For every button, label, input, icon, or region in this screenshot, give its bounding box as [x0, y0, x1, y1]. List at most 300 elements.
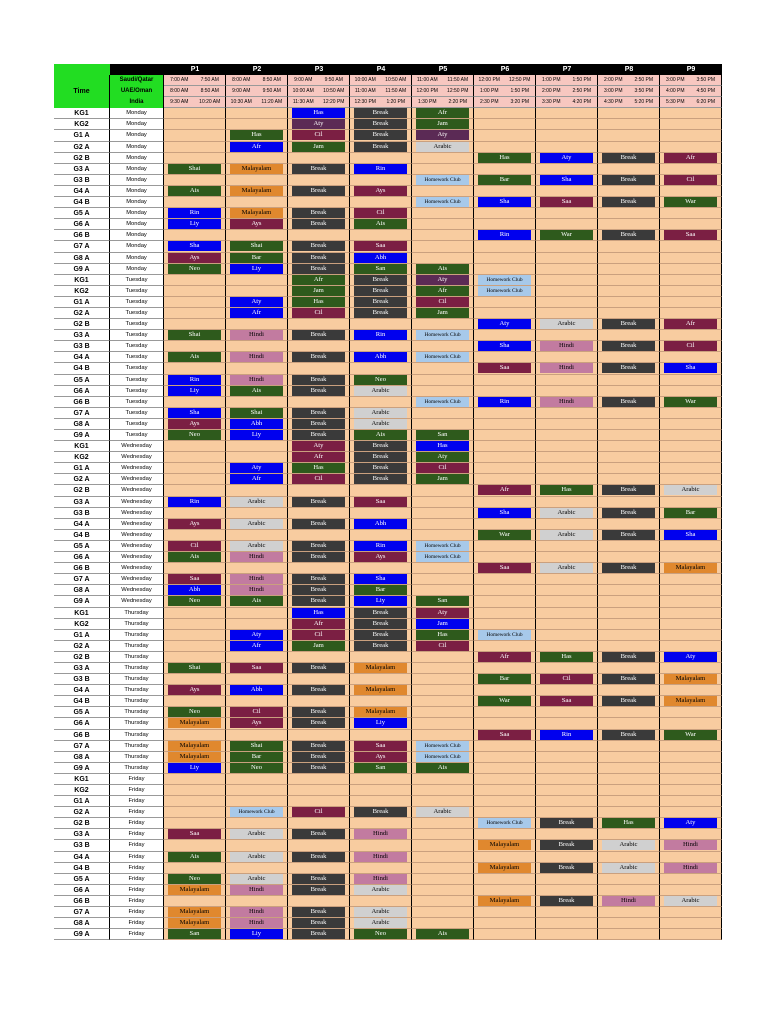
period-slot: [598, 230, 660, 241]
subject-label: Ays: [354, 186, 407, 196]
period-slot: [350, 852, 412, 863]
period-slot: [164, 485, 226, 496]
period-slot: [226, 241, 288, 252]
period-slot: [474, 253, 536, 264]
class-name: KG1: [54, 275, 110, 286]
period-slot: [350, 918, 412, 929]
subject-label: Break: [292, 219, 345, 229]
subject-label: Afr: [230, 308, 283, 318]
period-slot: [288, 840, 350, 851]
period-slot: [164, 341, 226, 352]
period-slot: [288, 630, 350, 641]
subject-label: Saa: [354, 741, 407, 751]
period-slot: [288, 508, 350, 519]
period-slot: [164, 818, 226, 829]
period-slot: [536, 696, 598, 707]
period-slot: [350, 530, 412, 541]
subject-label: Cil: [292, 630, 345, 640]
period-slot: [226, 508, 288, 519]
corner-header: [54, 64, 110, 75]
subject-label: Bar: [478, 674, 531, 684]
period-slot: [660, 164, 722, 175]
period-slot: [474, 774, 536, 785]
period-slot: [412, 208, 474, 219]
period-slot: [412, 574, 474, 585]
subject-label: Break: [292, 707, 345, 717]
period-slot: [164, 130, 226, 141]
period-slot: [350, 219, 412, 230]
period-slot: [536, 796, 598, 807]
period-slot: [536, 741, 598, 752]
class-name: G2 A: [54, 474, 110, 485]
period-slot: [598, 164, 660, 175]
period-header: P1: [164, 64, 226, 75]
subject-label: Arabic: [664, 485, 717, 495]
period-slot: [660, 430, 722, 441]
period-slot: [474, 308, 536, 319]
day-name: Monday: [110, 130, 164, 141]
period-slot: [474, 663, 536, 674]
period-slot: [660, 497, 722, 508]
subject-label: Cil: [664, 175, 717, 185]
subject-label: Ais: [416, 763, 469, 773]
period-slot: [226, 264, 288, 275]
period-slot: [660, 619, 722, 630]
day-name: Friday: [110, 785, 164, 796]
subject-label: Aty: [230, 630, 283, 640]
subject-label: San: [416, 596, 469, 606]
period-slot: [474, 286, 536, 297]
subject-label: Malayalam: [168, 918, 221, 928]
period-slot: [288, 707, 350, 718]
period-slot: [412, 530, 474, 541]
period-slot: [536, 297, 598, 308]
subject-label: Hindi: [540, 397, 593, 407]
subject-label: Arabic: [230, 497, 283, 507]
period-slot: [660, 530, 722, 541]
period-slot: [412, 641, 474, 652]
class-name: G4 A: [54, 519, 110, 530]
subject-label: San: [354, 264, 407, 274]
period-slot: [474, 619, 536, 630]
class-name: G6 B: [54, 730, 110, 741]
period-slot: [164, 253, 226, 264]
subject-label: Arabic: [354, 885, 407, 895]
subject-label: Break: [540, 840, 593, 850]
period-slot: [536, 885, 598, 896]
class-name: G9 A: [54, 264, 110, 275]
end-time: 4:50 PM: [696, 88, 716, 95]
class-name: G4 B: [54, 863, 110, 874]
timetable-grid: [54, 64, 714, 940]
period-slot: [164, 497, 226, 508]
day-name: Wednesday: [110, 563, 164, 574]
subject-label: Break: [292, 253, 345, 263]
period-slot: [350, 863, 412, 874]
time-range: [412, 97, 474, 108]
period-slot: [350, 142, 412, 153]
period-slot: [474, 375, 536, 386]
period-slot: [412, 752, 474, 763]
period-slot: [598, 852, 660, 863]
period-slot: [474, 419, 536, 430]
period-slot: [226, 130, 288, 141]
period-slot: [350, 508, 412, 519]
period-slot: [288, 286, 350, 297]
subject-label: Break: [292, 907, 345, 917]
period-slot: [226, 408, 288, 419]
period-slot: [536, 441, 598, 452]
period-slot: [412, 175, 474, 186]
period-slot: [598, 485, 660, 496]
period-slot: [288, 208, 350, 219]
subject-label: Afr: [664, 319, 717, 329]
period-slot: [474, 685, 536, 696]
subject-label: Afr: [416, 108, 469, 118]
period-slot: [164, 175, 226, 186]
day-name: Thursday: [110, 730, 164, 741]
period-slot: [660, 874, 722, 885]
period-slot: [164, 552, 226, 563]
period-slot: [598, 363, 660, 374]
subject-label: Sha: [664, 530, 717, 540]
end-time: 11:20 AM: [261, 99, 283, 106]
period-slot: [474, 796, 536, 807]
period-slot: [474, 907, 536, 918]
period-slot: [660, 641, 722, 652]
period-slot: [226, 741, 288, 752]
period-slot: [536, 785, 598, 796]
period-slot: [598, 197, 660, 208]
end-time: 1:20 PM: [386, 99, 406, 106]
class-name: G2 A: [54, 142, 110, 153]
day-name: Wednesday: [110, 530, 164, 541]
period-slot: [598, 641, 660, 652]
period-slot: [288, 397, 350, 408]
period-slot: [226, 718, 288, 729]
subject-label: Has: [540, 652, 593, 662]
period-slot: [288, 608, 350, 619]
period-slot: [598, 130, 660, 141]
period-slot: [536, 153, 598, 164]
period-slot: [226, 319, 288, 330]
subject-label: War: [540, 230, 593, 240]
period-slot: [350, 430, 412, 441]
period-slot: [226, 874, 288, 885]
period-slot: [660, 608, 722, 619]
period-slot: [164, 142, 226, 153]
subject-label: Break: [354, 463, 407, 473]
period-slot: [660, 153, 722, 164]
period-slot: [598, 696, 660, 707]
subject-label: Hindi: [664, 863, 717, 873]
subject-label: Homework Club: [478, 275, 531, 285]
period-slot: [598, 896, 660, 907]
day-name: Friday: [110, 874, 164, 885]
subject-label: Break: [292, 874, 345, 884]
period-slot: [412, 796, 474, 807]
end-time: 3:50 PM: [696, 77, 716, 83]
day-name: Tuesday: [110, 341, 164, 352]
period-slot: [226, 397, 288, 408]
subject-label: Cil: [168, 541, 221, 551]
end-time: 12:50 PM: [447, 88, 469, 95]
subject-label: Break: [292, 885, 345, 895]
period-slot: [598, 319, 660, 330]
period-slot: [288, 818, 350, 829]
period-slot: [350, 763, 412, 774]
time-range: [660, 75, 722, 86]
day-name: Friday: [110, 918, 164, 929]
period-slot: [226, 519, 288, 530]
day-name: Monday: [110, 108, 164, 119]
day-name: Wednesday: [110, 463, 164, 474]
period-slot: [350, 718, 412, 729]
subject-label: Break: [354, 441, 407, 451]
start-time: 2:30 PM: [479, 99, 499, 106]
period-slot: [350, 907, 412, 918]
period-slot: [412, 164, 474, 175]
subject-label: Afr: [292, 275, 345, 285]
day-name: Tuesday: [110, 386, 164, 397]
period-slot: [226, 774, 288, 785]
day-name: Thursday: [110, 608, 164, 619]
period-slot: [598, 829, 660, 840]
start-time: 4:00 PM: [665, 88, 685, 95]
period-slot: [164, 874, 226, 885]
subject-label: Cil: [292, 807, 345, 817]
class-name: KG1: [54, 608, 110, 619]
period-slot: [536, 641, 598, 652]
period-slot: [164, 541, 226, 552]
period-slot: [536, 852, 598, 863]
end-time: 1:50 PM: [510, 88, 530, 95]
period-slot: [598, 497, 660, 508]
period-slot: [474, 208, 536, 219]
period-slot: [164, 153, 226, 164]
period-slot: [598, 308, 660, 319]
time-range: [164, 97, 226, 108]
subject-label: Ays: [230, 219, 283, 229]
start-time: 3:00 PM: [665, 77, 685, 83]
period-slot: [412, 264, 474, 275]
period-slot: [474, 164, 536, 175]
subject-label: Hindi: [354, 852, 407, 862]
class-name: G2 B: [54, 319, 110, 330]
subject-label: Arabic: [230, 852, 283, 862]
day-name: Wednesday: [110, 474, 164, 485]
period-slot: [226, 829, 288, 840]
period-slot: [536, 341, 598, 352]
period-slot: [598, 619, 660, 630]
period-slot: [474, 441, 536, 452]
subject-label: Break: [292, 552, 345, 562]
period-slot: [226, 108, 288, 119]
subject-label: Afr: [230, 641, 283, 651]
period-slot: [288, 829, 350, 840]
period-slot: [164, 807, 226, 818]
period-slot: [474, 130, 536, 141]
class-name: KG1: [54, 441, 110, 452]
period-slot: [598, 286, 660, 297]
subject-label: Arabic: [540, 508, 593, 518]
period-header: P2: [226, 64, 288, 75]
subject-label: Bar: [230, 752, 283, 762]
subject-label: Malayalam: [230, 186, 283, 196]
period-slot: [288, 419, 350, 430]
period-slot: [474, 552, 536, 563]
period-slot: [598, 175, 660, 186]
period-slot: [412, 674, 474, 685]
period-slot: [474, 929, 536, 940]
period-slot: [598, 297, 660, 308]
period-slot: [598, 874, 660, 885]
period-slot: [350, 752, 412, 763]
end-time: 11:50 AM: [447, 77, 469, 83]
period-slot: [598, 596, 660, 607]
class-name: G3 B: [54, 508, 110, 519]
period-slot: [412, 874, 474, 885]
period-slot: [474, 363, 536, 374]
period-header: P4: [350, 64, 412, 75]
period-slot: [598, 330, 660, 341]
period-slot: [164, 286, 226, 297]
period-slot: [598, 707, 660, 718]
period-slot: [412, 241, 474, 252]
start-time: 3:00 PM: [603, 88, 623, 95]
period-slot: [350, 840, 412, 851]
period-slot: [164, 885, 226, 896]
period-slot: [536, 352, 598, 363]
period-slot: [164, 264, 226, 275]
period-slot: [660, 652, 722, 663]
class-name: G9 A: [54, 763, 110, 774]
subject-label: Malayalam: [354, 685, 407, 695]
period-slot: [598, 685, 660, 696]
period-slot: [164, 696, 226, 707]
period-slot: [350, 275, 412, 286]
subject-label: Afr: [664, 153, 717, 163]
subject-label: Homework Club: [416, 552, 469, 562]
subject-label: Liy: [230, 430, 283, 440]
period-slot: [536, 197, 598, 208]
period-slot: [660, 907, 722, 918]
subject-label: Cil: [416, 297, 469, 307]
time-label: Time: [54, 75, 110, 108]
subject-label: Ays: [230, 718, 283, 728]
period-slot: [288, 730, 350, 741]
period-slot: [660, 596, 722, 607]
subject-label: Break: [292, 264, 345, 274]
day-name: Tuesday: [110, 430, 164, 441]
period-slot: [412, 907, 474, 918]
period-slot: [660, 563, 722, 574]
period-slot: [164, 275, 226, 286]
period-slot: [536, 108, 598, 119]
subject-label: Has: [416, 441, 469, 451]
class-name: KG2: [54, 119, 110, 130]
end-time: 10:50 AM: [385, 77, 407, 83]
period-slot: [350, 796, 412, 807]
corner-header-2: [110, 64, 164, 75]
subject-label: Arabic: [540, 563, 593, 573]
period-slot: [660, 130, 722, 141]
subject-label: Break: [292, 852, 345, 862]
period-slot: [288, 241, 350, 252]
period-slot: [412, 286, 474, 297]
period-slot: [164, 308, 226, 319]
period-slot: [536, 530, 598, 541]
period-slot: [660, 807, 722, 818]
start-time: 10:30 AM: [230, 99, 252, 106]
class-name: G6 A: [54, 386, 110, 397]
time-range: [598, 75, 660, 86]
period-slot: [412, 585, 474, 596]
subject-label: Cil: [292, 130, 345, 140]
day-name: Monday: [110, 186, 164, 197]
period-slot: [350, 685, 412, 696]
class-name: G4 B: [54, 696, 110, 707]
period-slot: [350, 519, 412, 530]
subject-label: Rin: [354, 541, 407, 551]
period-slot: [350, 153, 412, 164]
period-slot: [226, 563, 288, 574]
period-slot: [660, 308, 722, 319]
class-name: G1 A: [54, 297, 110, 308]
period-slot: [164, 108, 226, 119]
time-range: [536, 86, 598, 97]
period-slot: [164, 619, 226, 630]
period-slot: [474, 186, 536, 197]
period-slot: [412, 452, 474, 463]
period-slot: [350, 441, 412, 452]
period-slot: [660, 630, 722, 641]
class-name: G1 A: [54, 630, 110, 641]
time-range: [474, 97, 536, 108]
period-slot: [660, 863, 722, 874]
period-slot: [660, 840, 722, 851]
period-slot: [288, 519, 350, 530]
period-slot: [412, 663, 474, 674]
period-slot: [412, 197, 474, 208]
period-slot: [474, 175, 536, 186]
subject-label: Malayalam: [354, 663, 407, 673]
subject-label: Rin: [168, 208, 221, 218]
period-slot: [164, 119, 226, 130]
subject-label: Malayalam: [168, 907, 221, 917]
subject-label: Break: [602, 730, 655, 740]
period-slot: [288, 563, 350, 574]
day-name: Thursday: [110, 718, 164, 729]
period-slot: [660, 286, 722, 297]
period-slot: [288, 485, 350, 496]
period-slot: [350, 130, 412, 141]
period-slot: [226, 175, 288, 186]
period-slot: [412, 829, 474, 840]
start-time: 11:00 AM: [354, 88, 376, 95]
period-slot: [226, 375, 288, 386]
period-slot: [598, 774, 660, 785]
period-slot: [474, 896, 536, 907]
period-slot: [164, 574, 226, 585]
period-slot: [412, 186, 474, 197]
period-slot: [598, 241, 660, 252]
period-slot: [536, 330, 598, 341]
period-slot: [474, 707, 536, 718]
subject-label: Break: [292, 208, 345, 218]
period-slot: [536, 264, 598, 275]
period-slot: [660, 763, 722, 774]
